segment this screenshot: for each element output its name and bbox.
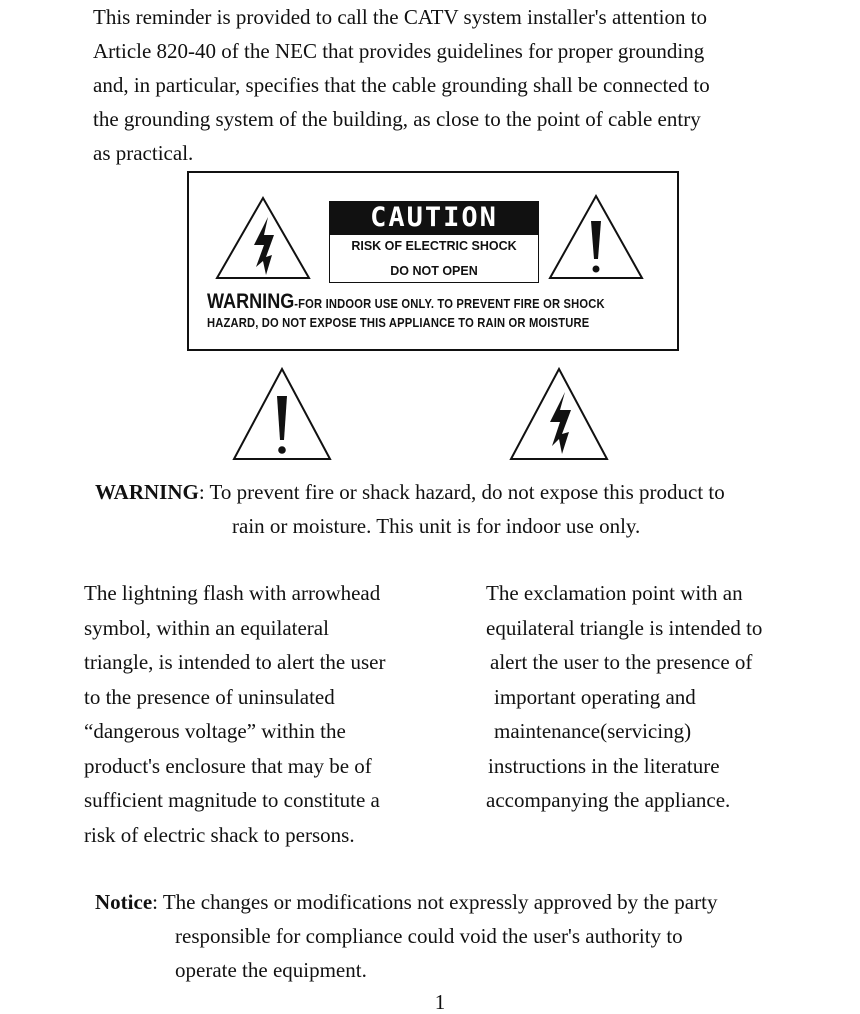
description-line: “dangerous voltage” within the xyxy=(84,719,346,743)
description-line: risk of electric shack to persons. xyxy=(84,822,355,847)
description-line: important operating and xyxy=(494,684,696,709)
notice-line: operate the equipment. xyxy=(175,958,367,982)
intro-line: This reminder is provided to call the CATV system installer's attention to xyxy=(93,5,708,29)
caution-warning-word: WARNING xyxy=(207,290,295,313)
warning-line xyxy=(95,475,815,509)
caution-label xyxy=(187,171,679,351)
exclamation-triangle-icon xyxy=(231,366,333,462)
description-line: product's enclosure that may be of xyxy=(84,753,372,778)
description-line: The exclamation point with an xyxy=(486,581,743,605)
description-line: accompanying the appliance. xyxy=(486,788,731,812)
intro-line: as practical. xyxy=(93,141,194,165)
exclamation-symbol-description xyxy=(486,576,762,818)
description-line: to the presence of uninsulated xyxy=(84,684,335,709)
warning-statement xyxy=(95,475,815,543)
description-line: The lightning flash with arrowhead xyxy=(84,581,381,605)
lightning-symbol-description xyxy=(84,576,386,852)
lightning-triangle-icon xyxy=(508,366,610,462)
caution-title: CAUTION xyxy=(329,201,539,235)
caution-panel xyxy=(329,201,539,283)
description-line: symbol, within an equilateral xyxy=(84,615,329,640)
description-line: instructions in the literature xyxy=(488,753,720,778)
caution-risk-text: RISK OF ELECTRIC SHOCK xyxy=(351,239,517,253)
description-line: triangle, is intended to alert the user xyxy=(84,650,386,674)
intro-line: Article 820-40 of the NEC that provides guidelines for proper grounding xyxy=(93,39,705,63)
page-number: 1 xyxy=(434,990,446,1014)
intro-line: and, in particular, specifies that the cable grounding shall be connected to xyxy=(93,73,710,97)
lightning-triangle-icon xyxy=(214,195,312,281)
description-line: equilateral triangle is intended to xyxy=(486,615,763,640)
notice-line: responsible for compliance could void the user's authority to xyxy=(175,924,683,948)
description-line: sufficient magnitude to constitute a xyxy=(84,788,380,812)
warning-text: : To prevent fire or shack hazard, do not expose this product to xyxy=(198,480,725,504)
warning-label: WARNING xyxy=(95,480,199,504)
exclamation-triangle-icon xyxy=(547,193,645,281)
caution-do-not-open-text: DO NOT OPEN xyxy=(390,264,478,278)
notice-text: : The changes or modifications not expressly approved by the party xyxy=(152,890,718,914)
notice-statement xyxy=(95,885,815,987)
description-line: alert the user to the presence of xyxy=(490,650,753,674)
notice-line xyxy=(95,885,815,919)
notice-label: Notice xyxy=(95,890,153,914)
caution-warning-text: -FOR INDOOR USE ONLY. TO PREVENT FIRE OR SHOCK xyxy=(294,296,605,311)
description-line: maintenance(servicing) xyxy=(494,719,692,743)
intro-line: the grounding system of the building, as close to the point of cable entry xyxy=(93,107,701,131)
caution-warning-line: HAZARD, DO NOT EXPOSE THIS APPLIANCE TO RAIN OR MOISTURE xyxy=(207,315,590,330)
caution-warning-line xyxy=(207,290,605,314)
intro-paragraph xyxy=(93,0,793,170)
warning-line: rain or moisture. This unit is for indoor use only. xyxy=(232,514,641,538)
